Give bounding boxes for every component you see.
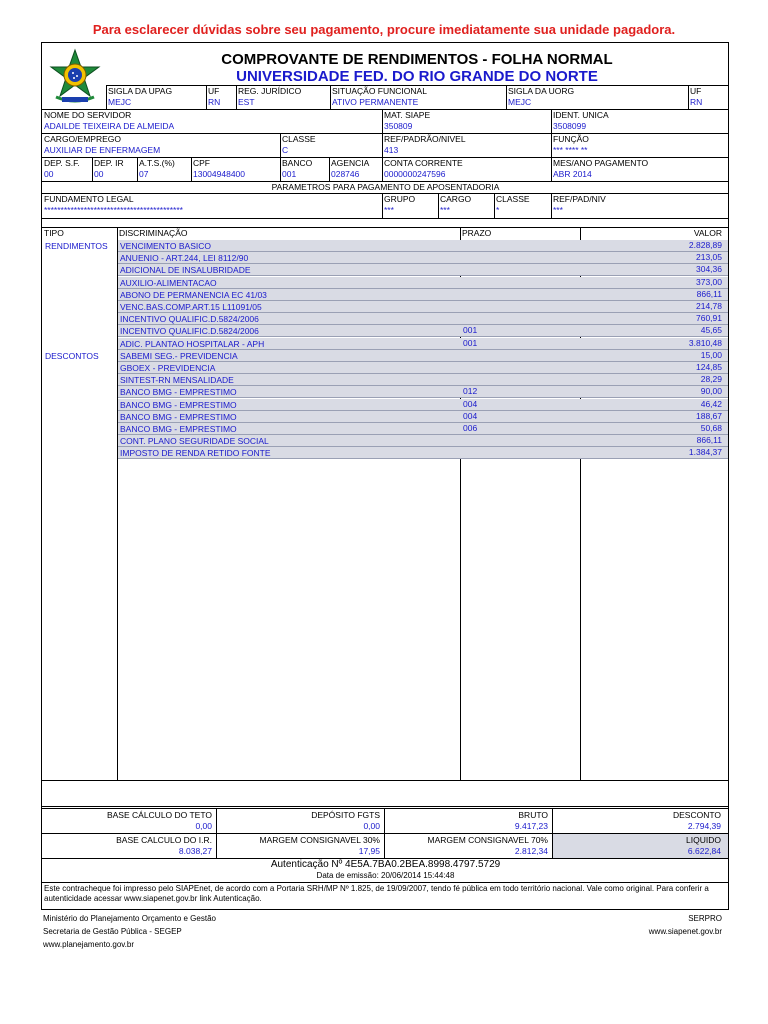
fundamento-legal-label: FUNDAMENTO LEGAL: [44, 194, 134, 204]
dep-sf-label: DEP. S.F.: [44, 158, 80, 168]
uf2-label: UF: [690, 86, 702, 96]
row-valor: 45,65: [700, 325, 722, 336]
footer-planejamento-link[interactable]: www.planejamento.gov.br: [43, 940, 135, 949]
ident-unica-value: 3508099: [553, 121, 587, 131]
row-valor: 214,78: [696, 301, 722, 311]
reg-juridico-value: EST: [238, 97, 255, 107]
row-tipo: DESCONTOS: [45, 350, 99, 361]
ref-pad-niv-label: REF/PAD/NIV: [553, 194, 606, 204]
desconto-value: 2.794,39: [687, 821, 721, 831]
base-ir-label: BASE CALCULO DO I.R.: [116, 835, 212, 845]
bruto-value: 9.417,23: [514, 821, 548, 831]
footer-secretaria: Secretaria de Gestão Pública - SEGEP: [43, 927, 182, 936]
col-prazo-header: PRAZO: [462, 228, 492, 238]
cargo2-value: ***: [440, 205, 450, 215]
row-discriminacao: VENCIMENTO BASICO: [120, 241, 211, 251]
row-prazo: 004: [463, 398, 478, 409]
row-discriminacao: BANCO BMG - EMPRESTIMO: [120, 424, 237, 434]
row-valor: 15,00: [700, 349, 722, 360]
sigla-uorg-value: MEJC: [508, 97, 532, 107]
sigla-uorg-label: SIGLA DA UORG: [508, 86, 575, 96]
margem-30-value: 17,95: [358, 846, 380, 856]
ref-value: 413: [384, 145, 399, 155]
row-discriminacao: ADICIONAL DE INSALUBRIDADE: [120, 265, 251, 276]
grupo-label: GRUPO: [384, 194, 416, 204]
mat-siape-value: 350809: [384, 121, 413, 131]
row-discriminacao: ABONO DE PERMANENCIA EC 41/03: [120, 289, 267, 300]
margem-30-label: MARGEM CONSIGNAVEL 30%: [259, 835, 380, 845]
margem-70-value: 2.812,34: [514, 846, 548, 856]
row-valor: 124,85: [696, 362, 722, 372]
dep-sf-value: 00: [44, 169, 54, 179]
funcao-label: FUNÇÃO: [553, 134, 589, 144]
margem-70-label: MARGEM CONSIGNAVEL 70%: [427, 835, 548, 845]
row-discriminacao: BANCO BMG - EMPRESTIMO: [120, 399, 237, 410]
row-valor: 1.384,37: [688, 447, 722, 458]
row-valor: 213,05: [696, 252, 722, 263]
dep-ir-label: DEP. IR: [94, 158, 124, 168]
row-discriminacao: SINTEST-RN MENSALIDADE: [120, 375, 234, 386]
mes-ano-value: ABR 2014: [553, 169, 592, 179]
classe-value: C: [282, 145, 289, 155]
reg-juridico-label: REG. JURÍDICO: [238, 86, 302, 96]
ats-value: 07: [139, 169, 149, 179]
classe2-value: *: [496, 205, 500, 215]
footer-siapenet-link[interactable]: www.siapenet.gov.br: [648, 927, 722, 936]
mat-siape-label: MAT. SIAPE: [384, 110, 431, 120]
col-tipo-header: TIPO: [44, 228, 64, 238]
row-discriminacao: SABEMI SEG.- PREVIDENCIA: [120, 350, 238, 361]
parametros-aposentadoria-heading: PARAMETROS PARA PAGAMENTO DE APOSENTADORIA: [271, 182, 500, 192]
sigla-upag-value: MEJC: [108, 97, 132, 107]
ref-label: REF/PADRÃO/NIVEL: [384, 134, 466, 144]
conta-label: CONTA CORRENTE: [384, 158, 463, 168]
row-valor: 90,00: [700, 386, 722, 397]
mes-ano-label: MES/ANO PAGAMENTO: [553, 158, 649, 168]
row-prazo: 001: [463, 325, 478, 336]
sigla-upag-label: SIGLA DA UPAG: [108, 86, 173, 96]
footer-ministry: Ministério do Planejamento Orçamento e Gestão: [43, 914, 216, 923]
funcao-value: *** **** **: [553, 145, 588, 155]
base-teto-label: BASE CÁLCULO DO TETO: [106, 810, 212, 820]
row-prazo: 004: [463, 410, 478, 421]
ident-unica-label: IDENT. UNICA: [553, 110, 609, 120]
bruto-label: BRUTO: [518, 810, 548, 820]
nome-value: ADAILDE TEIXEIRA DE ALMEIDA: [44, 121, 175, 131]
uf2-value: RN: [690, 97, 703, 107]
liquido-label: LIQUIDO: [686, 835, 721, 845]
row-discriminacao: INCENTIVO QUALIFIC.D.5824/2006: [120, 314, 259, 325]
row-prazo: 006: [463, 423, 478, 433]
row-valor: 304,36: [696, 264, 722, 275]
ref-pad-niv-value: ***: [553, 205, 563, 215]
deposito-fgts-value: 0,00: [363, 821, 380, 831]
row-valor: 866,11: [696, 288, 722, 299]
row-discriminacao: ANUENIO - ART.244, LEI 8112/90: [120, 253, 249, 264]
cpf-value: 13004948400: [193, 169, 246, 179]
row-valor: 3.810,48: [688, 337, 722, 348]
fundamento-legal-value: ******************************************: [44, 205, 183, 215]
disclaimer-text: Este contracheque foi impresso pelo SIAPEnet, de acordo com a Portaria SRH/MP Nº 1.825, de 19/09/2007, tendo fé pública em todo território nacional. Vale como original. Para conferir a autenticidade acessar www.siapenet.gov.br link Autenticação.: [44, 884, 709, 903]
row-tipo: RENDIMENTOS: [45, 241, 108, 251]
row-valor: 50,68: [700, 423, 722, 433]
banco-label: BANCO: [282, 158, 313, 168]
footer-serpro: SERPRO: [688, 914, 722, 923]
row-valor: 188,67: [696, 410, 722, 421]
cargo-value: AUXILIAR DE ENFERMAGEM: [44, 145, 161, 155]
dep-ir-value: 00: [94, 169, 104, 179]
row-prazo: 012: [463, 386, 478, 397]
base-teto-value: 0,00: [195, 821, 212, 831]
situacao-value: ATIVO PERMANENTE: [332, 97, 419, 107]
cargo2-label: CARGO: [440, 194, 472, 204]
uf-value: RN: [208, 97, 221, 107]
col-valor-header: VALOR: [693, 228, 722, 238]
document-title: COMPROVANTE DE RENDIMENTOS - FOLHA NORMAL: [221, 51, 613, 68]
emission-date: Data de emissão: 20/06/2014 15:44:48: [316, 871, 455, 880]
row-valor: 46,42: [700, 398, 722, 409]
payment-notice: Para esclarecer dúvidas sobre seu pagamento, procure imediatamente sua unidade pagadora.: [92, 22, 676, 37]
desconto-label: DESCONTO: [672, 810, 721, 820]
institution-name: UNIVERSIDADE FED. DO RIO GRANDE DO NORTE: [236, 68, 598, 85]
conta-value: 0000000247596: [384, 169, 446, 179]
classe2-label: CLASSE: [496, 194, 530, 204]
cargo-label: CARGO/EMPREGO: [44, 134, 121, 144]
classe-label: CLASSE: [282, 134, 316, 144]
situacao-label: SITUAÇÃO FUNCIONAL: [332, 86, 427, 96]
cpf-label: CPF: [193, 158, 210, 168]
agencia-value: 028746: [331, 169, 360, 179]
row-discriminacao: CONT. PLANO SEGURIDADE SOCIAL: [120, 436, 269, 447]
grupo-value: ***: [384, 205, 394, 215]
row-discriminacao: AUXILIO-ALIMENTACAO: [120, 277, 217, 288]
row-discriminacao: VENC.BAS.COMP.ART.15 L11091/05: [120, 302, 262, 312]
banco-value: 001: [282, 169, 297, 179]
row-discriminacao: ADIC. PLANTAO HOSPITALAR - APH: [120, 338, 265, 349]
base-ir-value: 8.038,27: [178, 846, 212, 856]
row-discriminacao: IMPOSTO DE RENDA RETIDO FONTE: [120, 448, 271, 459]
coat-of-arms-logo: [46, 47, 104, 105]
authentication-code: Autenticação Nº 4E5A.7BA0.2BEA.8998.4797.5729: [270, 859, 501, 870]
row-valor: 866,11: [696, 435, 722, 446]
liquido-value: 6.622,84: [687, 846, 721, 856]
ats-label: A.T.S.(%): [139, 158, 175, 168]
row-valor: 2.828,89: [688, 240, 722, 250]
row-discriminacao: INCENTIVO QUALIFIC.D.5824/2006: [120, 326, 259, 337]
nome-label: NOME DO SERVIDOR: [44, 110, 132, 120]
row-valor: 373,00: [696, 276, 722, 287]
col-discriminacao-header: DISCRIMINAÇÃO: [119, 228, 188, 238]
row-valor: 28,29: [700, 374, 722, 385]
row-discriminacao: GBOEX - PREVIDENCIA: [120, 363, 216, 373]
row-discriminacao: BANCO BMG - EMPRESTIMO: [120, 387, 237, 398]
row-discriminacao: BANCO BMG - EMPRESTIMO: [120, 411, 237, 422]
deposito-fgts-label: DEPÓSITO FGTS: [311, 810, 380, 820]
row-prazo: 001: [463, 337, 478, 348]
agencia-label: AGENCIA: [331, 158, 370, 168]
row-valor: 760,91: [696, 313, 722, 324]
uf-label: UF: [208, 86, 220, 96]
